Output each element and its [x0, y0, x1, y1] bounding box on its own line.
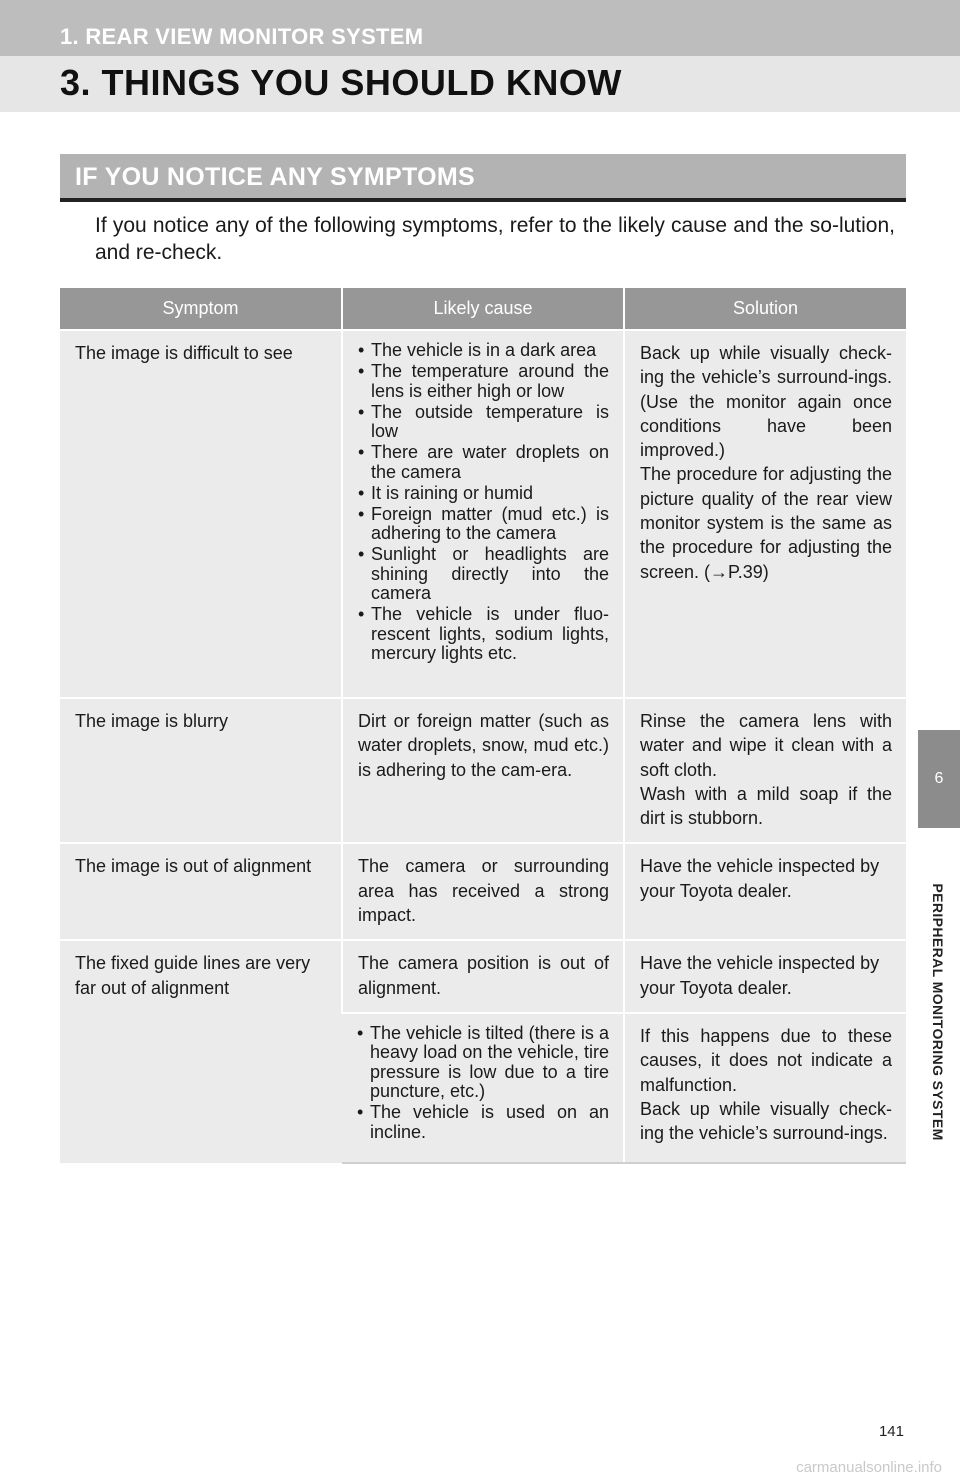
cause-item: • The vehicle is tilted (there is a heavy load on the vehicle, tire pressure is low due to a tire puncture, etc.) — [357, 1024, 609, 1102]
solution-text: Back up while visually check-ing the vehicle’s surround-ings. (Use the monitor again once conditions have been improved.) — [640, 343, 892, 461]
solution-cell — [624, 330, 906, 698]
cause-item: • The outside temperature is low — [358, 403, 609, 442]
cause-list — [358, 341, 609, 664]
cause-cell — [342, 940, 624, 1013]
watermark: carmanualsonline.info — [796, 1459, 942, 1476]
cause-cell — [342, 1013, 624, 1163]
symptom-text: The image is blurry — [75, 711, 229, 731]
solution-text: The procedure for adjusting the picture quality of the rear view monitor system is the same as the procedure for adjusting the screen. (→P.39) — [640, 464, 892, 582]
solution-text: If this happens due to these causes, it does not indicate a malfunction. — [640, 1025, 892, 1095]
header-solution: Solution — [624, 288, 906, 330]
section-label: 1. REAR VIEW MONITOR SYSTEM — [60, 24, 424, 49]
header-likely-cause: Likely cause — [342, 288, 624, 330]
chapter-label: PERIPHERAL MONITORING SYSTEM — [930, 883, 946, 1141]
solution-cell — [624, 1013, 906, 1163]
cause-cell — [342, 843, 624, 940]
cause-list — [357, 1024, 609, 1143]
cause-item: • There are water droplets on the camera — [358, 443, 609, 482]
table-header-row — [60, 288, 906, 330]
symptom-cell — [60, 330, 342, 698]
cause-item: • It is raining or humid — [358, 484, 609, 504]
table-row — [60, 330, 906, 698]
solution-text: Rinse the camera lens with water and wipe it clean with a soft cloth. — [640, 711, 892, 780]
cause-item: • The vehicle is in a dark area — [358, 341, 609, 361]
cause-item: • Sunlight or headlights are shining directly into the camera — [358, 545, 609, 604]
symptom-cell — [60, 843, 342, 940]
symptom-text: The image is out of alignment — [75, 856, 312, 877]
cause-text: The camera or surrounding area has received a strong impact. — [358, 856, 609, 926]
cause-text: Dirt or foreign matter (such as water droplets, snow, mud etc.) is adhering to the cam-era. — [358, 711, 609, 780]
cause-cell — [342, 330, 624, 698]
solution-cell — [624, 843, 906, 940]
page-title: 3. THINGS YOU SHOULD KNOW — [60, 62, 622, 103]
symptom-text: The fixed guide lines are very far out of alignment — [75, 953, 311, 998]
solution-cell — [624, 698, 906, 843]
cause-item: • Foreign matter (mud etc.) is adhering to the camera — [358, 505, 609, 544]
page-number: 141 — [878, 1423, 904, 1440]
section-heading — [60, 154, 906, 202]
symptom-cell — [60, 698, 342, 843]
solution-text: Wash with a mild soap if the dirt is stubborn. — [640, 783, 892, 829]
cause-item: • The vehicle is used on an incline. — [357, 1103, 609, 1142]
solution-text: Have the vehicle inspected by your Toyota dealer. — [640, 856, 880, 901]
table-row — [60, 698, 906, 843]
section-heading-text: IF YOU NOTICE ANY SYMPTOMS — [75, 163, 475, 191]
cause-item: • The vehicle is under fluo-rescent lights, sodium lights, mercury lights etc. — [358, 605, 609, 664]
cause-text: The camera position is out of alignment. — [358, 953, 609, 998]
symptom-cell — [60, 940, 342, 1163]
table-row — [60, 940, 906, 1013]
cause-item: • The temperature around the lens is either high or low — [358, 362, 609, 401]
solution-text: Back up while visually check-ing the vehicle’s surround-ings. — [640, 1098, 892, 1144]
cause-cell — [342, 698, 624, 843]
chapter-tab — [918, 730, 960, 828]
symptom-table — [60, 288, 906, 1164]
symptom-text: The image is difficult to see — [75, 343, 293, 363]
table-row — [60, 843, 906, 940]
chapter-number: 6 — [934, 770, 944, 787]
header-symptom: Symptom — [60, 288, 342, 330]
intro-paragraph: If you notice any of the following symptoms, refer to the likely cause and the so-lution, and re-check. — [95, 214, 895, 264]
solution-text: Have the vehicle inspected by your Toyota dealer. — [640, 953, 880, 998]
solution-cell — [624, 940, 906, 1013]
